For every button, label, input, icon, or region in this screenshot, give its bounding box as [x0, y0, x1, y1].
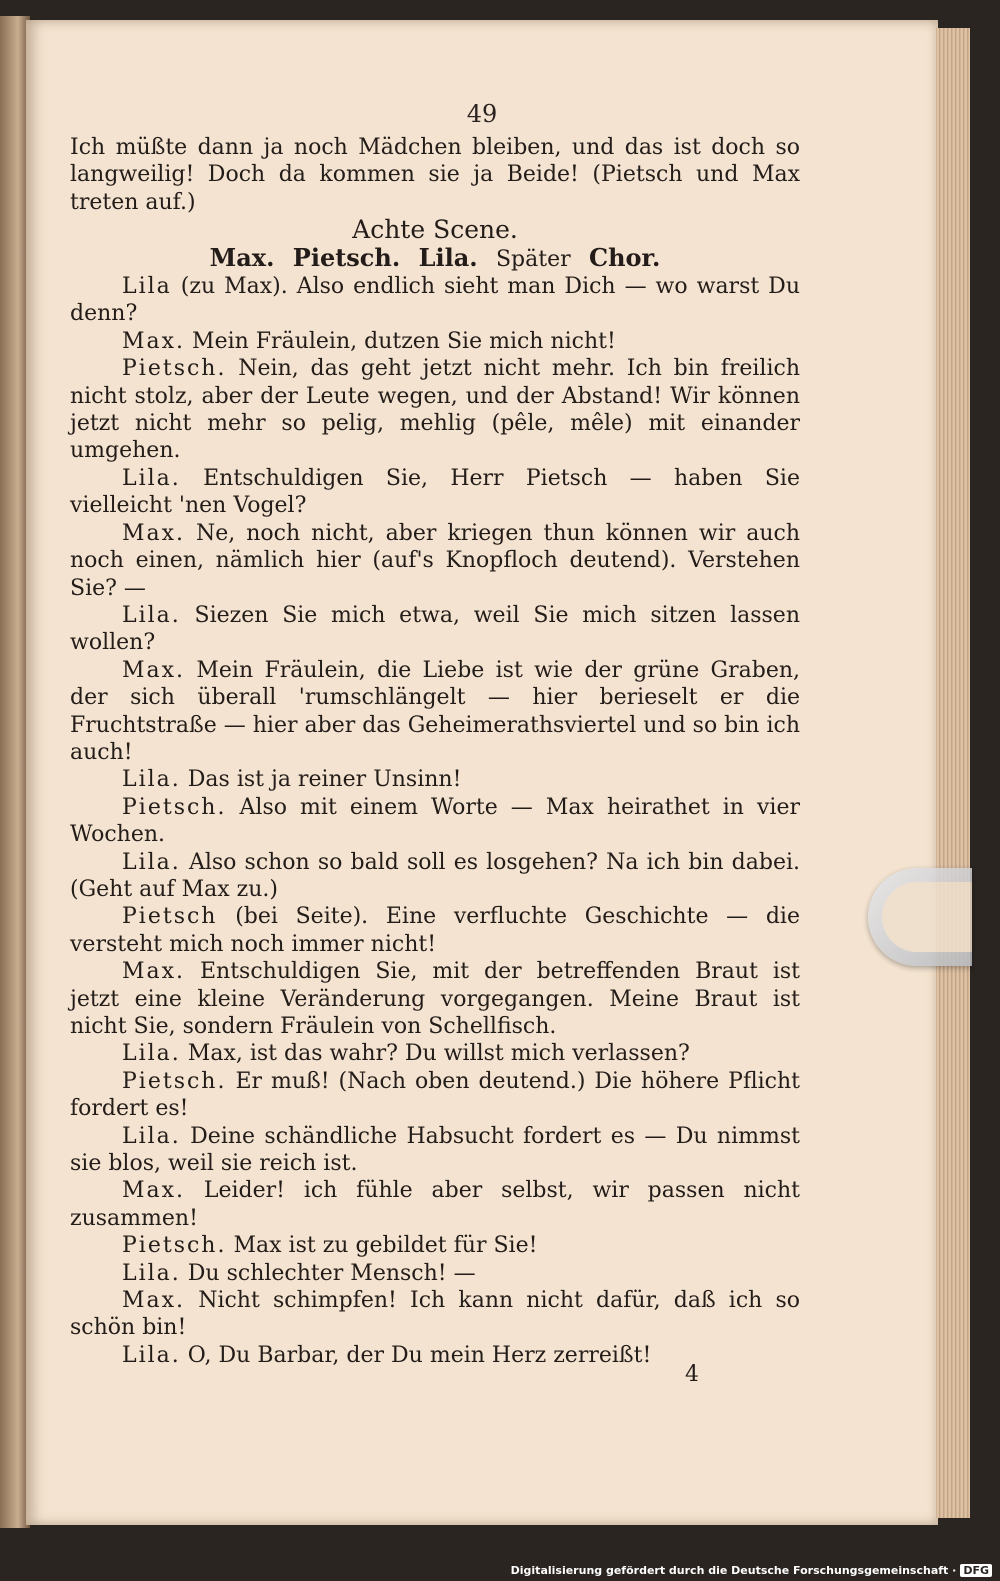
- dialogue-line: [70, 520, 800, 602]
- speaker: Max.: [122, 328, 186, 354]
- dialogue-line: [70, 1232, 800, 1259]
- persons-later-name: Chor.: [588, 242, 661, 272]
- dialogue-line: [70, 1177, 800, 1232]
- dialogue-line: [70, 849, 800, 904]
- dialogue-line: [70, 1040, 800, 1067]
- speaker: Pietsch.: [122, 1233, 227, 1259]
- dialogue-line: [70, 273, 800, 328]
- line-text: Er muß! (Nach oben deutend.) Die höhere Pflicht fordert es!: [70, 1068, 801, 1122]
- line-text: Nein, das geht jetzt nicht mehr. Ich bin freilich nicht stolz, aber der Leute wegen, und der Abstand! Wir können jetzt nicht mehr so pelig, mehlig (pêle, mêle) mit einander umgehen.: [70, 356, 800, 464]
- dialogue-line: [70, 1123, 800, 1178]
- dialogue-line: [70, 903, 800, 958]
- dfg-logo: DFG: [960, 1564, 992, 1577]
- dialogue-line: [70, 1260, 800, 1287]
- speaker: Lila.: [122, 465, 181, 491]
- footer-credit: [511, 1564, 992, 1577]
- line-text: Also mit einem Worte — Max heirathet in vier Wochen.: [70, 794, 800, 848]
- line-text: Mein Fräulein, die Liebe ist wie der grüne Graben, der sich überall 'rumschlängelt — hier berieselt er die Fruchtstraße — hier aber das Geheimerathsviertel und so bin ich auch!: [70, 657, 800, 765]
- line-text: O, Du Barbar, der Du mein Herz zerreißt!: [187, 1342, 652, 1368]
- line-text: Ne, noch nicht, aber kriegen thun können wir auch noch einen, nämlich hier (auf's Knopfloch deutend). Verstehen Sie? —: [70, 520, 800, 601]
- dialogue-line: [70, 794, 800, 849]
- speaker: Pietsch.: [122, 1068, 227, 1094]
- line-text: Entschuldigen Sie, Herr Pietsch — haben Sie vielleicht 'nen Vogel?: [70, 465, 800, 519]
- speaker: Max.: [122, 520, 186, 546]
- scene-title: Achte Scene.: [352, 215, 518, 245]
- dialogue-line: [70, 1287, 800, 1342]
- line-text: Du schlechter Mensch! —: [187, 1260, 476, 1286]
- speaker: Pietsch.: [122, 356, 227, 382]
- line-text: (zu Max). Also endlich sieht man Dich — wo warst Du denn?: [70, 274, 800, 327]
- dialogue-line: [70, 657, 800, 767]
- dialogue-line: [70, 355, 800, 465]
- line-text: Nicht schimpfen! Ich kann nicht dafür, daß ich so schön bin!: [70, 1288, 800, 1341]
- speaker: Lila: [122, 274, 172, 300]
- dialogue-line: [70, 958, 800, 1040]
- page-number: 49: [466, 100, 498, 128]
- speaker: Lila.: [122, 1260, 181, 1286]
- line-text: Entschuldigen Sie, mit der betreffenden Braut ist jetzt eine kleine Veränderung vorgegangen. Meine Braut ist nicht Sie, sondern Fräulein von Schellfisch.: [70, 959, 800, 1039]
- page-clip-inner: [882, 882, 972, 952]
- book-right-edge: [936, 28, 970, 1518]
- page-clip: [868, 868, 972, 966]
- dialogue-line: [70, 1068, 800, 1123]
- line-text: Max, ist das wahr? Du willst mich verlassen?: [187, 1041, 690, 1067]
- line-text: Max ist zu gebildet für Sie!: [233, 1233, 538, 1259]
- signature-mark: 4: [685, 1362, 699, 1387]
- speaker: Pietsch: [122, 904, 218, 930]
- line-text: Siezen Sie mich etwa, weil Sie mich sitzen lassen wollen?: [70, 602, 800, 656]
- line-text: Also schon so bald soll es losgehen? Na ich bin dabei. (Geht auf Max zu.): [70, 849, 800, 902]
- line-text: Das ist ja reiner Unsinn!: [187, 767, 462, 793]
- line-text: Deine schändliche Habsucht fordert es — Du nimmst sie blos, weil sie reich ist.: [70, 1123, 800, 1177]
- dialogue-line: [70, 602, 800, 657]
- speaker: Max.: [122, 1288, 186, 1314]
- line-text: Leider! ich fühle aber selbst, wir passen nicht zusammen!: [70, 1178, 800, 1231]
- speaker: Lila.: [122, 1342, 181, 1368]
- speaker: Lila.: [122, 1041, 181, 1067]
- persons-later-label: Später: [495, 246, 571, 272]
- speaker: Lila.: [122, 602, 181, 628]
- dialogue-line: [70, 328, 800, 355]
- footer-text: Digitalisierung gefördert durch die Deutsche Forschungsgemeinschaft ·: [510, 1564, 957, 1577]
- persons-names: Max. Pietsch. Lila.: [209, 242, 478, 272]
- dialogue-line: [70, 465, 800, 520]
- line-text: (bei Seite). Eine verfluchte Geschichte — die versteht mich noch immer nicht!: [70, 904, 800, 957]
- speaker: Lila.: [122, 767, 181, 793]
- page-text: [70, 134, 800, 1369]
- intro-paragraph: Ich müßte dann ja noch Mädchen bleiben, und das ist doch so langweilig! Doch da kommen sie ja Beide! (Pietsch und Max treten auf.): [70, 135, 800, 215]
- speaker: Lila.: [122, 1123, 181, 1149]
- speaker: Max.: [122, 1178, 186, 1204]
- line-text: Mein Fräulein, dutzen Sie mich nicht!: [192, 328, 616, 354]
- speaker: Lila.: [122, 849, 181, 875]
- dialogue-line: [70, 766, 800, 793]
- speaker: Max.: [122, 657, 186, 683]
- speaker: Pietsch.: [122, 794, 227, 820]
- scene-persons: [70, 244, 800, 273]
- speaker: Max.: [122, 959, 186, 985]
